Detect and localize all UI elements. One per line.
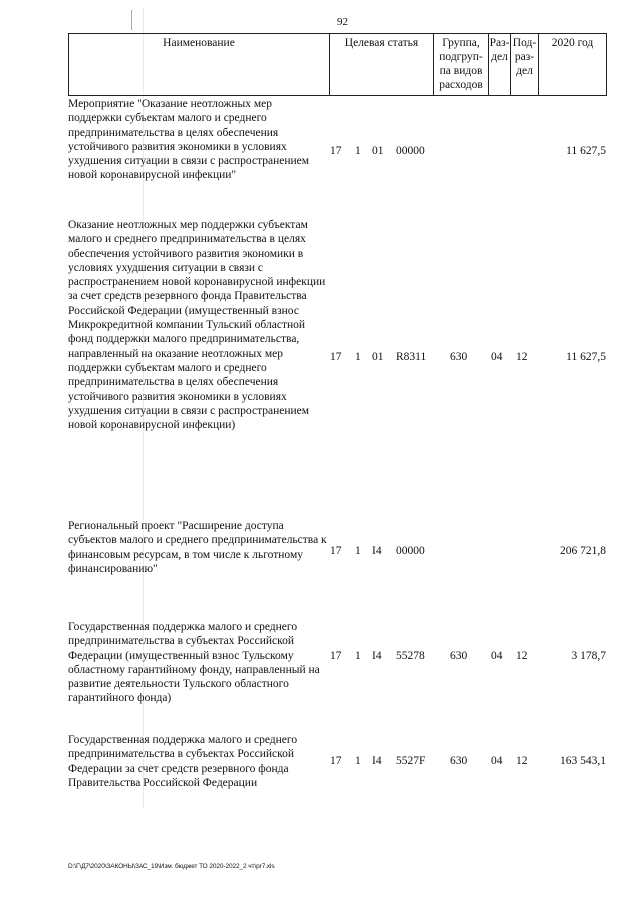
header-section-line: дел xyxy=(491,51,508,63)
row-name: Оказание неотложных мер поддержки субъектам малого и среднего предпринимательства в целях обеспечения устойчивого развития экономики в условиях ухудшения ситуации в связи с распространением новой коронавирусной инфекции за счет средств резервного фонда Правительства Российской Федерации (имущественный взнос Микрокредитной компании Тульский областной фонд поддержки малого предпринимательства, направленный на оказание неотложных мер поддержки субъектам малого и среднего предпринимательства в целях обеспечения устойчивого развития экономики в условиях ухудшения ситуации в связи с распространением новой коронавирусной инфекции) xyxy=(68,219,326,432)
target-code-program: 17 xyxy=(330,145,342,157)
header-group-line: подгруп- xyxy=(439,51,483,63)
row-name: Государственная поддержка малого и среднего предпринимательства в субъектах Российской Федерации (имущественный взнос Тульскому областному гарантийному фонду, направленный на развитие деятельности Тульского областного гарантийного фонда) xyxy=(68,621,320,705)
target-code-direction: 00000 xyxy=(396,145,425,157)
target-code-program: 17 xyxy=(330,351,342,363)
target-code-subprogram: 1 xyxy=(355,650,361,662)
header-group-line: расходов xyxy=(439,79,483,91)
header-target: Целевая статья xyxy=(344,37,419,49)
row-name: Мероприятие "Оказание неотложных мер поддержки субъектам малого и среднего предпринимательства в целях обеспечения устойчивого развития экономики в условиях ухудшения ситуации в связи с распространением новой коронавирусной инфекции" xyxy=(68,98,310,182)
header-group xyxy=(434,36,488,94)
target-code-subprogram: 1 xyxy=(355,351,361,363)
header-section-line: Раз- xyxy=(489,37,510,49)
expense-group: 630 xyxy=(450,351,468,363)
target-code-program: 17 xyxy=(330,650,342,662)
header-year: 2020 год xyxy=(551,37,594,49)
target-code-direction: 55278 xyxy=(396,650,425,662)
target-code-event: I4 xyxy=(372,545,382,557)
target-code-direction: 5527F xyxy=(396,755,426,767)
row-name: Государственная поддержка малого и среднего предпринимательства в субъектах Российской Федерации за счет средств резервного фонда Правительства Российской Федерации xyxy=(68,734,298,789)
header-group-line: Группа, xyxy=(442,37,480,49)
header-group-line: па видов xyxy=(439,65,483,77)
header-name: Наименование xyxy=(163,37,235,49)
header-subsection-line: дел xyxy=(516,65,533,77)
page-number: 92 xyxy=(337,16,348,28)
target-code-program: 17 xyxy=(330,755,342,767)
section: 04 xyxy=(491,650,503,662)
amount: 11 627,5 xyxy=(566,145,606,157)
subsection: 12 xyxy=(516,650,528,662)
target-code-subprogram: 1 xyxy=(355,755,361,767)
target-code-event: 01 xyxy=(372,351,384,363)
amount: 206 721,8 xyxy=(560,545,606,557)
scan-artifact-line xyxy=(131,10,132,30)
section: 04 xyxy=(491,755,503,767)
amount: 3 178,7 xyxy=(571,650,606,662)
section: 04 xyxy=(491,351,503,363)
header-section xyxy=(489,36,510,94)
target-code-subprogram: 1 xyxy=(355,545,361,557)
target-code-subprogram: 1 xyxy=(355,145,361,157)
target-code-event: I4 xyxy=(372,755,382,767)
target-code-program: 17 xyxy=(330,545,342,557)
target-code-direction: 00000 xyxy=(396,545,425,557)
target-code-event: I4 xyxy=(372,650,382,662)
amount: 163 543,1 xyxy=(560,755,606,767)
expense-group: 630 xyxy=(450,755,468,767)
row-name: Региональный проект "Расширение доступа субъектов малого и среднего предпринимательства к финансовым ресурсам, в том числе к льготному финансированию" xyxy=(68,520,327,575)
target-code-direction: R8311 xyxy=(396,351,427,363)
footer-file-path: D:\Г\Д7\2020\ЗАКОНЫ\ЗАС_19\Изм. бюджет ТО 2020-2022_2 чт\pr7.xls xyxy=(68,863,275,870)
target-code-event: 01 xyxy=(372,145,384,157)
subsection: 12 xyxy=(516,755,528,767)
amount: 11 627,5 xyxy=(566,351,606,363)
scan-artifact-line xyxy=(143,8,144,808)
header-subsection-line: раз- xyxy=(514,51,535,63)
header-subsection xyxy=(511,36,538,94)
expense-group: 630 xyxy=(450,650,468,662)
header-subsection-line: Под- xyxy=(512,37,537,49)
subsection: 12 xyxy=(516,351,528,363)
